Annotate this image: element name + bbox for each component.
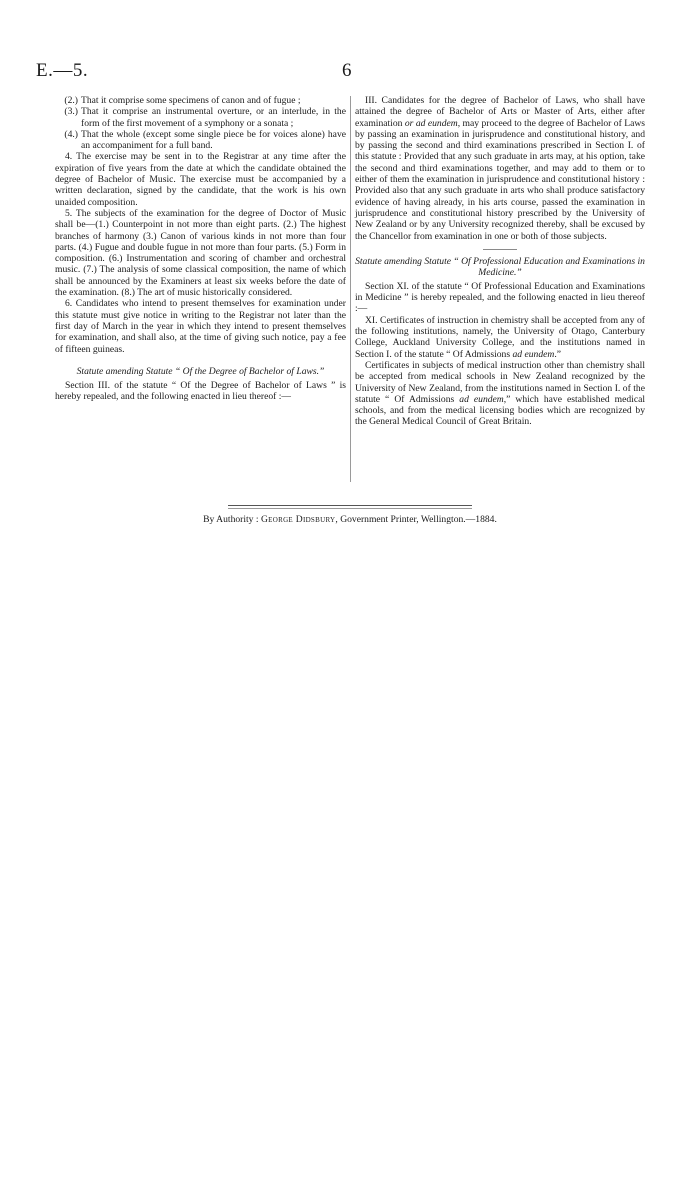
statute-heading-laws: Statute amending Statute “ Of the Degree of Bachelor of Laws.”: [76, 365, 325, 377]
statute-heading-medicine: Statute amending Statute “ Of Professional Education and Examinations in Medicine.”: [355, 255, 645, 278]
column-divider: [350, 96, 351, 482]
section-divider: [483, 249, 517, 250]
paragraph-III: III. Candidates for the degree of Bachelor of Laws, who shall have attained the degree of Bachelor of Arts or Master of Arts, either after examination or ad eundem, may proceed to the degree of Bachelor of Laws by passing an examination in jurisprudence and constitutional history, and by passing the second and third examinations prescribed in Section I. of this statute : Provided that any such graduate in arts may, at his option, take the second and third examinations together, and may add to them or to either of them the examination in jurisprudence and constitutional history : Provided also that any such graduate in arts who shall produce satisfactory evidence of having already, in his arts course, passed the examination in jurisprudence and constitutional history prescribed by the University of New Zealand or by any University recognized thereby, shall be excused by the Chancellor from examination in one or both of those subjects.: [355, 95, 645, 242]
footer-rule: [228, 508, 472, 509]
left-column: [55, 95, 346, 402]
paragraph-certificates: Certificates in subjects of medical instruction other than chemistry shall be accepted from medical schools in New Zealand recognized by the University of New Zealand, from the institutions named in Section I. of the statute “ Of Admissions ad eundem,” which have established medical schools, and from the medical licensing bodies which are recognized by the General Medical Council of Great Britain.: [355, 359, 645, 428]
list-item: (2.) That it comprise some specimens of canon and of fugue ;: [64, 95, 301, 106]
page-number: 6: [342, 60, 352, 81]
list-item: (4.) That the whole (except some single piece be for voices alone) have an accompaniment for a full band.: [64, 128, 346, 152]
right-column: [355, 95, 645, 428]
paragraph-section-11: Section XI. of the statute “ Of Professional Education and Examinations in Medicine ” is hereby repealed, and the following enacted in lieu thereof :—: [355, 280, 645, 315]
page-reference: E.—5.: [36, 60, 89, 81]
paragraph-section-3: Section III. of the statute “ Of the Degree of Bachelor of Laws ” is hereby repealed, and the following enacted in lieu thereof :—: [55, 379, 346, 403]
paragraph-6: 6. Candidates who intend to present themselves for examination under this statute must give notice in writing to the Registrar not later than the first day of March in the year in which they intend to present themselves for examination, and shall also, at the time of giving such notice, pay a fee of fifteen guineas.: [55, 298, 346, 355]
paragraph-5: 5. The subjects of the examination for the degree of Doctor of Music shall be—(1.) Counterpoint in not more than eight parts. (2.) The highest branches of harmony (3.) Canon of various kinds in not more than four parts. (4.) Fugue and double fugue in not more than four parts. (5.) Form in composition. (6.) Instrumentation and scoring of chamber and orchestral music. (7.) The analysis of some classical composition, the name of which shall be announced by the Examiners at least six weeks before the date of the examination. (8.) The art of music historically considered.: [55, 207, 346, 299]
printer-imprint: By Authority : George Didsbury, Government Printer, Wellington.—1884.: [203, 514, 497, 525]
paragraph-4: 4. The exercise may be sent in to the Registrar at any time after the expiration of five years from the date at which the candidate obtained the degree of Bachelor of Music. The exercise must be accompanied by a written declaration, signed by the candidate, that the work is his own unaided composition.: [55, 151, 346, 208]
paragraph-XI: XI. Certificates of instruction in chemistry shall be accepted from any of the following institutions, namely, the University of Otago, Canterbury College, Auckland University College, and the institutions named in Section I. of the statute “ Of Admissions ad eundem.”: [355, 314, 645, 360]
list-item: (3.) That it comprise an instrumental overture, or an interlude, in the form of the first movement of a symphony or a sonata ;: [64, 106, 346, 129]
footer-rule: [228, 505, 472, 506]
